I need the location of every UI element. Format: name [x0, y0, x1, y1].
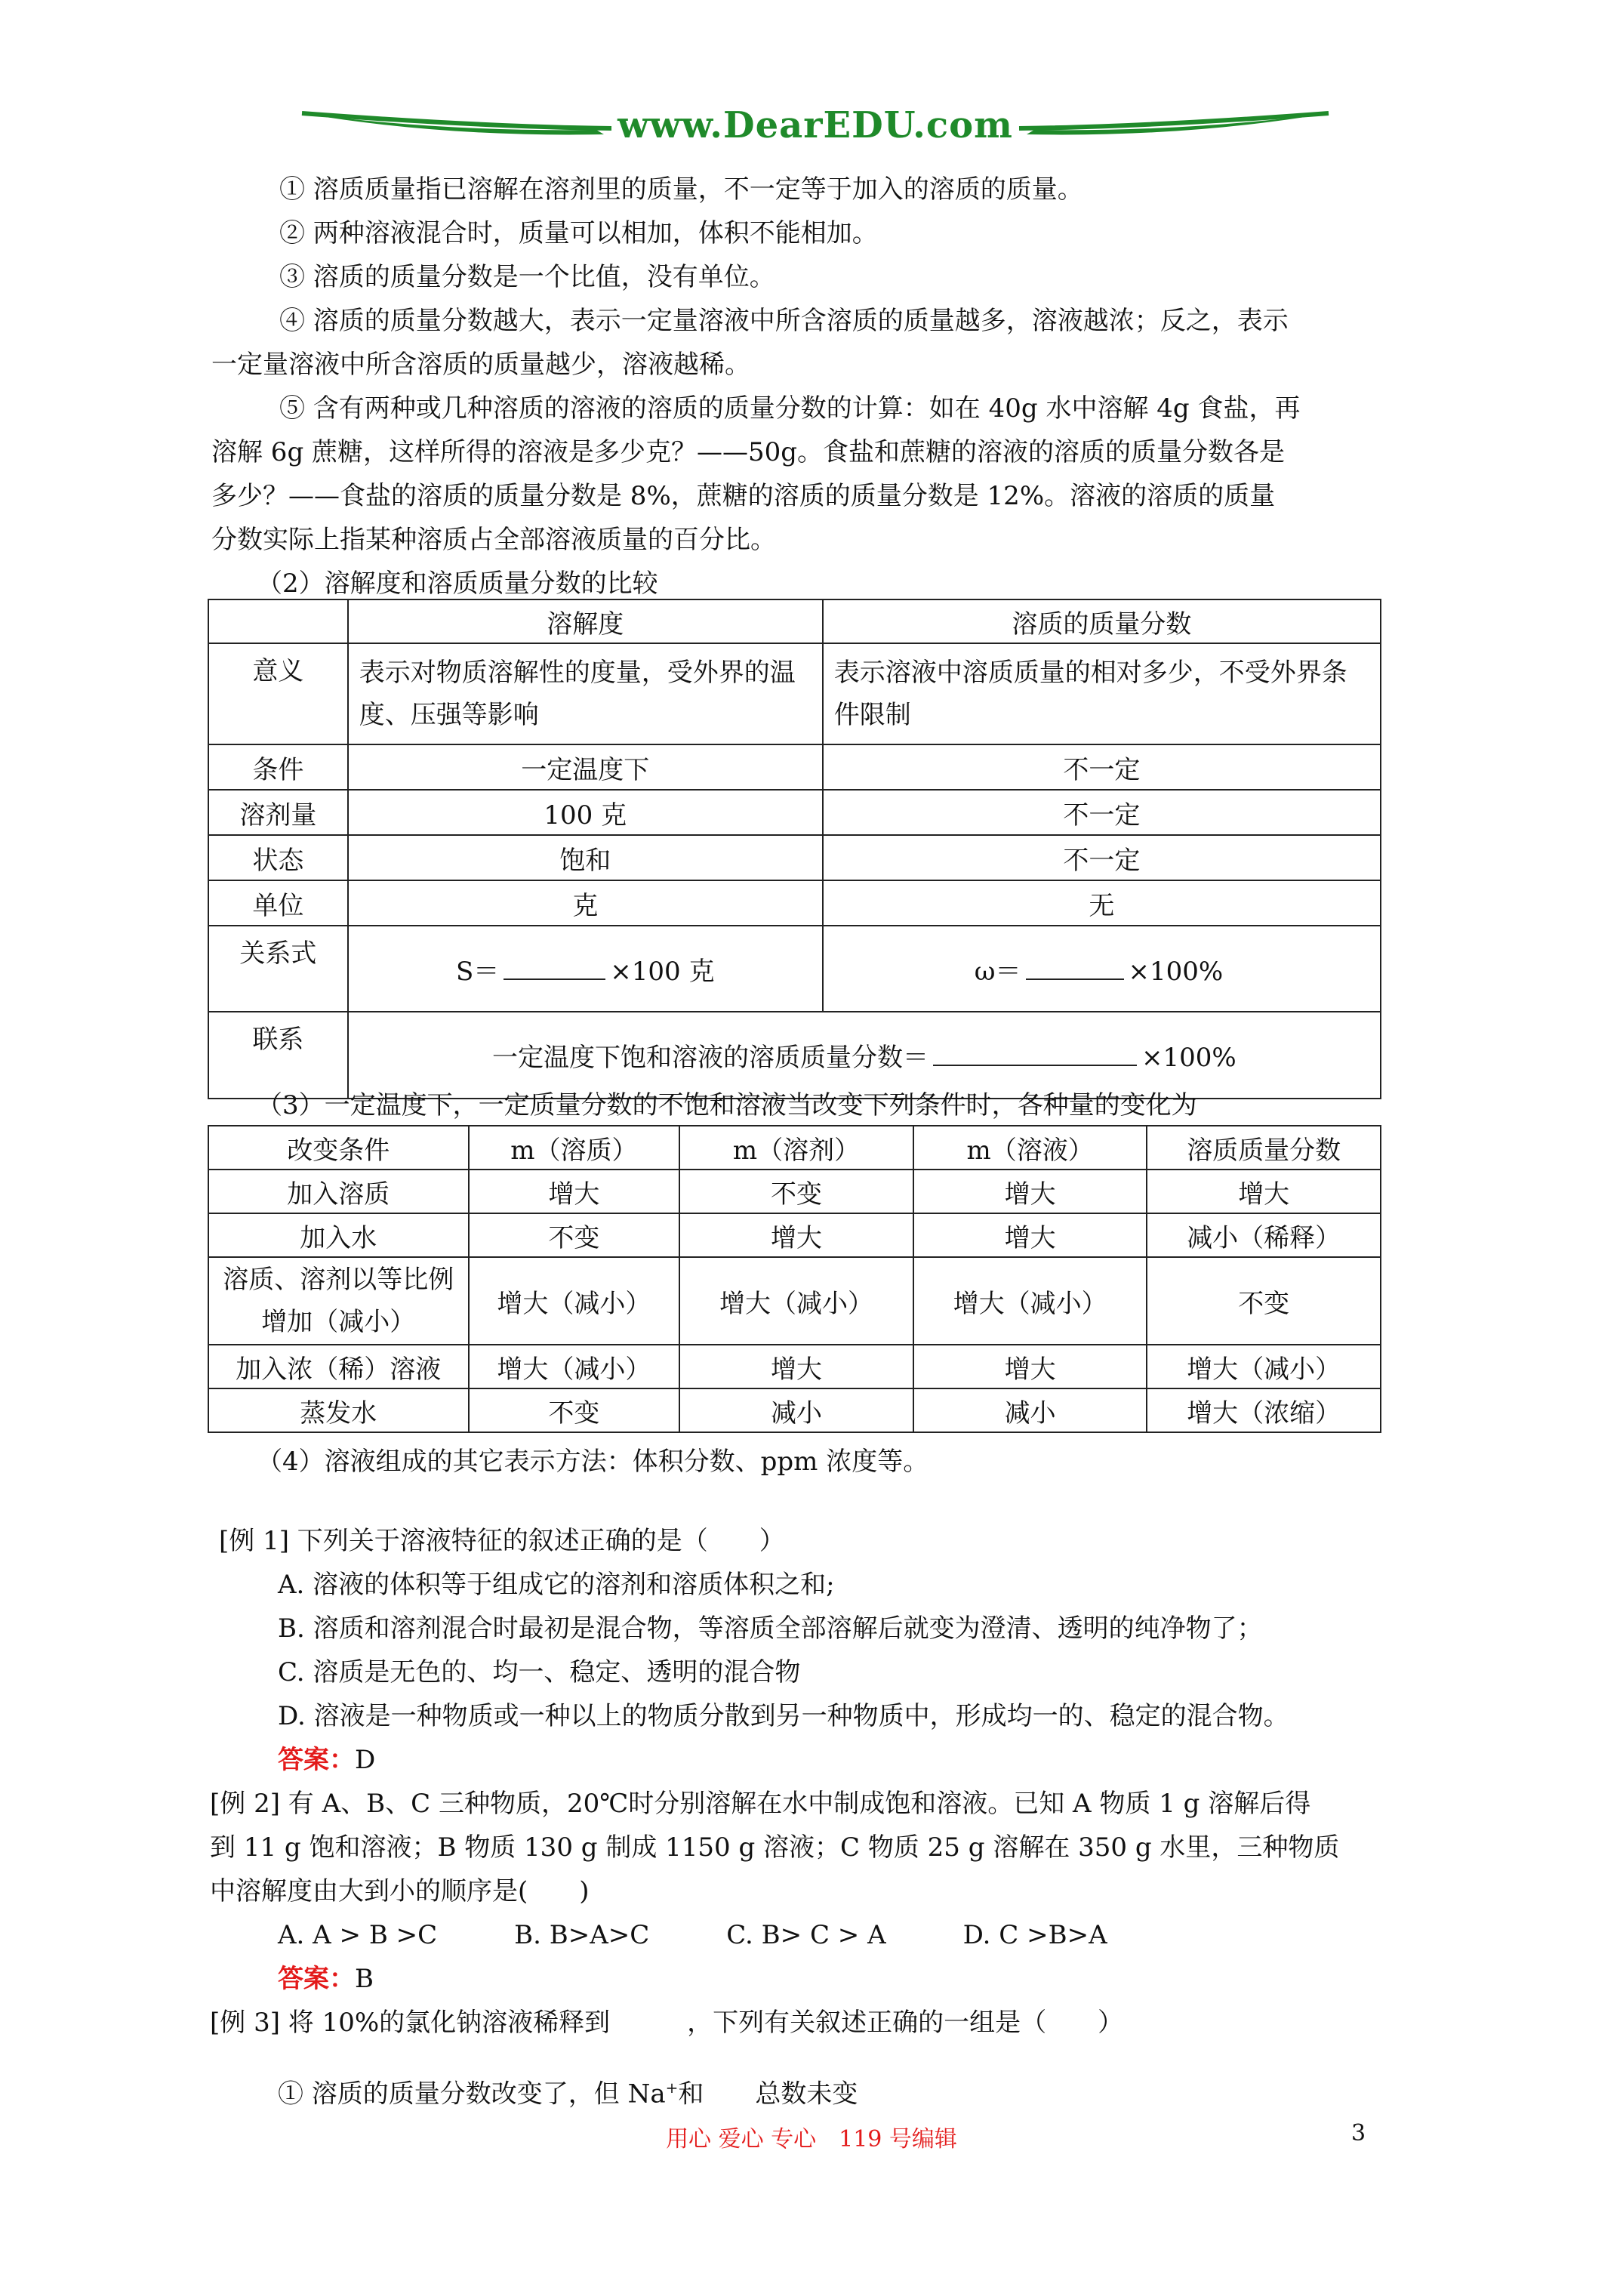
table-row [208, 1213, 1381, 1257]
example-1-option-b: B. 溶质和溶剂混合时最初是混合物，等溶质全部溶解后就变为澄清、透明的纯净物了； [278, 1613, 1263, 1644]
example-2-line-1: [例 2] 有 A、B、C 三种物质，20℃时分别溶解在水中制成饱和溶液。已知 A 物质 1 g 溶解后得 [210, 1789, 1311, 1819]
section-3-title: （3）一定温度下，一定质量分数的不饱和溶液当改变下列条件时，各种量的变化为 [257, 1090, 1197, 1120]
table-header-cell [208, 599, 348, 643]
table-cell: 增大 [913, 1170, 1147, 1213]
table-cell: 克 [348, 880, 823, 926]
table-cell: 减小 [679, 1388, 913, 1432]
example-3-item-1 [219, 2066, 1397, 2116]
table-cell: 增大 [1147, 1170, 1381, 1213]
table-header-cell: 溶解度 [348, 599, 823, 643]
note-2: ② 两种溶液混合时，质量可以相加，体积不能相加。 [279, 218, 878, 248]
table-header-cell: 改变条件 [208, 1126, 469, 1170]
row-label: 状态 [208, 835, 348, 880]
table-cell: 加入浓（稀）溶液 [208, 1345, 469, 1388]
notes-block [211, 168, 1389, 606]
table-cell: 不变 [469, 1388, 680, 1432]
note-5-cont-2: 多少？——食盐的溶质的质量分数是 8%，蔗糖的溶质的质量分数是 12%。溶液的溶质的质量 [211, 481, 1276, 511]
table-row [208, 1170, 1381, 1213]
item-prefix: ① 溶质的质量分数改变了，但 Na [278, 2079, 666, 2110]
table-row [208, 1257, 1381, 1345]
comparison-table [208, 599, 1381, 1099]
table-cell: 100 克 [348, 790, 823, 835]
table-cell: 不一定 [823, 744, 1381, 790]
table-cell: 无 [823, 880, 1381, 926]
examples-block [210, 1519, 1397, 2116]
change-table [208, 1125, 1381, 1433]
table-header-cell: m（溶质） [469, 1126, 680, 1170]
table-cell: 减小 [913, 1388, 1147, 1432]
formula-suffix: ×100% [1128, 956, 1224, 987]
fraction-blank [504, 956, 605, 980]
table-cell: 不一定 [823, 835, 1381, 880]
formula-cell-solubility [348, 926, 823, 1012]
row-label-link: 联系 [208, 1012, 348, 1099]
table-cell: 增大 [469, 1170, 680, 1213]
section-4-text: （4）溶液组成的其它表示方法：体积分数、ppm 浓度等。 [257, 1447, 929, 1477]
formula-cell-fraction [823, 926, 1381, 1012]
example-1-option-a: A. 溶液的体积等于组成它的溶剂和溶质体积之和; [278, 1570, 835, 1600]
example-1-option-c: C. 溶质是无色的、均一、稳定、透明的混合物 [278, 1657, 801, 1687]
section-2-title: （2）溶解度和溶质质量分数的比较 [257, 569, 658, 599]
table-cell: 增大 [679, 1345, 913, 1388]
row-label-meaning: 意义 [208, 643, 348, 744]
table-cell: 不变 [469, 1213, 680, 1257]
table-header-cell: m（溶液） [913, 1126, 1147, 1170]
answer-label: 答案： [278, 1964, 355, 1994]
table-row [208, 1345, 1381, 1388]
table-cell: 溶质、溶剂以等比例增加（减小） [208, 1257, 469, 1345]
table-cell: 增大 [913, 1213, 1147, 1257]
table-cell: 饱和 [348, 835, 823, 880]
table-cell: 表示对物质溶解性的度量，受外界的温度、压强等影响 [348, 643, 823, 744]
table-cell: 增大 [913, 1345, 1147, 1388]
table-cell: 增大（减小） [469, 1345, 680, 1388]
table-cell: 蒸发水 [208, 1388, 469, 1432]
table-cell: 加入水 [208, 1213, 469, 1257]
table-cell: 增大（浓缩） [1147, 1388, 1381, 1432]
table-header-cell: 溶质质量分数 [1147, 1126, 1381, 1170]
example-1-option-d: D. 溶液是一种物质或一种以上的物质分散到另一种物质中，形成均一的、稳定的混合物。 [278, 1701, 1289, 1731]
link-prefix: 一定温度下饱和溶液的溶质质量分数＝ [492, 1043, 929, 1073]
item-superscript: + [665, 2079, 679, 2097]
note-5: ⑤ 含有两种或几种溶质的溶液的溶质的质量分数的计算：如在 40g 水中溶解 4g 食盐，再 [279, 393, 1301, 424]
site-header-banner [294, 91, 1336, 159]
link-suffix: ×100% [1141, 1043, 1236, 1073]
answer-label: 答案： [278, 1745, 355, 1775]
table-cell: 增大（减小） [679, 1257, 913, 1345]
table-cell: 增大（减小） [913, 1257, 1147, 1345]
table-cell: 一定温度下 [348, 744, 823, 790]
fraction-blank [1026, 956, 1124, 980]
table-cell: 不变 [1147, 1257, 1381, 1345]
answer-value: D [355, 1745, 376, 1775]
note-3: ③ 溶质的质量分数是一个比值，没有单位。 [279, 262, 775, 292]
table-cell: 加入溶质 [208, 1170, 469, 1213]
row-label-formula: 关系式 [208, 926, 348, 1012]
table-cell: 增大 [679, 1213, 913, 1257]
table-cell: 不一定 [823, 790, 1381, 835]
table-header-cell: m（溶剂） [679, 1126, 913, 1170]
page-number: 3 [1351, 2120, 1366, 2147]
example-1-stem: [例 1] 下列关于溶液特征的叙述正确的是（ ） [219, 1526, 785, 1556]
table-cell: 减小（稀释） [1147, 1213, 1381, 1257]
footer-text: 用心 爱心 专心 119 号编辑 [666, 2126, 957, 2153]
table-row [208, 1388, 1381, 1432]
example-3-stem: [例 3] 将 10%的氯化钠溶液稀释到 ，下列有关叙述正确的一组是（ ） [210, 2008, 1124, 2038]
section-3-block [211, 1083, 1389, 1127]
row-label: 溶剂量 [208, 790, 348, 835]
formula-prefix: ω＝ [974, 956, 1021, 987]
answer-value: B [355, 1964, 374, 1994]
note-5-cont-3: 分数实际上指某种溶质占全部溶液质量的百分比。 [211, 525, 776, 555]
section-4-block [211, 1440, 1389, 1484]
table-cell: 表示溶液中溶质质量的相对多少，不受外界条件限制 [823, 643, 1381, 744]
table-cell: 不变 [679, 1170, 913, 1213]
formula-prefix: S＝ [455, 956, 500, 987]
table-cell: 增大（减小） [469, 1257, 680, 1345]
row-label: 条件 [208, 744, 348, 790]
row-label: 单位 [208, 880, 348, 926]
item-suffix: 和 总数未变 [678, 2079, 858, 2110]
note-4: ④ 溶质的质量分数越大，表示一定量溶液中所含溶质的质量越多，溶液越浓；反之，表示 [279, 306, 1289, 336]
example-2-answer [219, 1957, 1397, 2001]
note-4-cont: 一定量溶液中所含溶质的质量越少，溶液越稀。 [211, 350, 750, 380]
table-cell: 增大（减小） [1147, 1345, 1381, 1388]
site-logo-text[interactable]: www.DearEDU.com [617, 104, 1013, 146]
formula-suffix: ×100 克 [610, 956, 715, 987]
note-1: ① 溶质质量指已溶解在溶剂里的质量，不一定等于加入的溶质的质量。 [279, 174, 1083, 205]
table-header-cell: 溶质的质量分数 [823, 599, 1381, 643]
note-5-cont-1: 溶解 6g 蔗糖，这样所得的溶液是多少克？——50g。食盐和蔗糖的溶液的溶质的质量分数各是 [211, 437, 1286, 467]
example-2-options: A. A > B >C B. B>A>C C. B> C > A D. C >B>A [278, 1920, 1107, 1950]
fraction-blank [933, 1042, 1137, 1066]
example-2-line-3: 中溶解度由大到小的顺序是( ) [210, 1876, 590, 1906]
example-1-answer [219, 1738, 1397, 1782]
example-2-line-2: 到 11 g 饱和溶液；B 物质 130 g 制成 1150 g 溶液；C 物质 25 g 溶解在 350 g 水里，三种物质 [210, 1832, 1340, 1863]
